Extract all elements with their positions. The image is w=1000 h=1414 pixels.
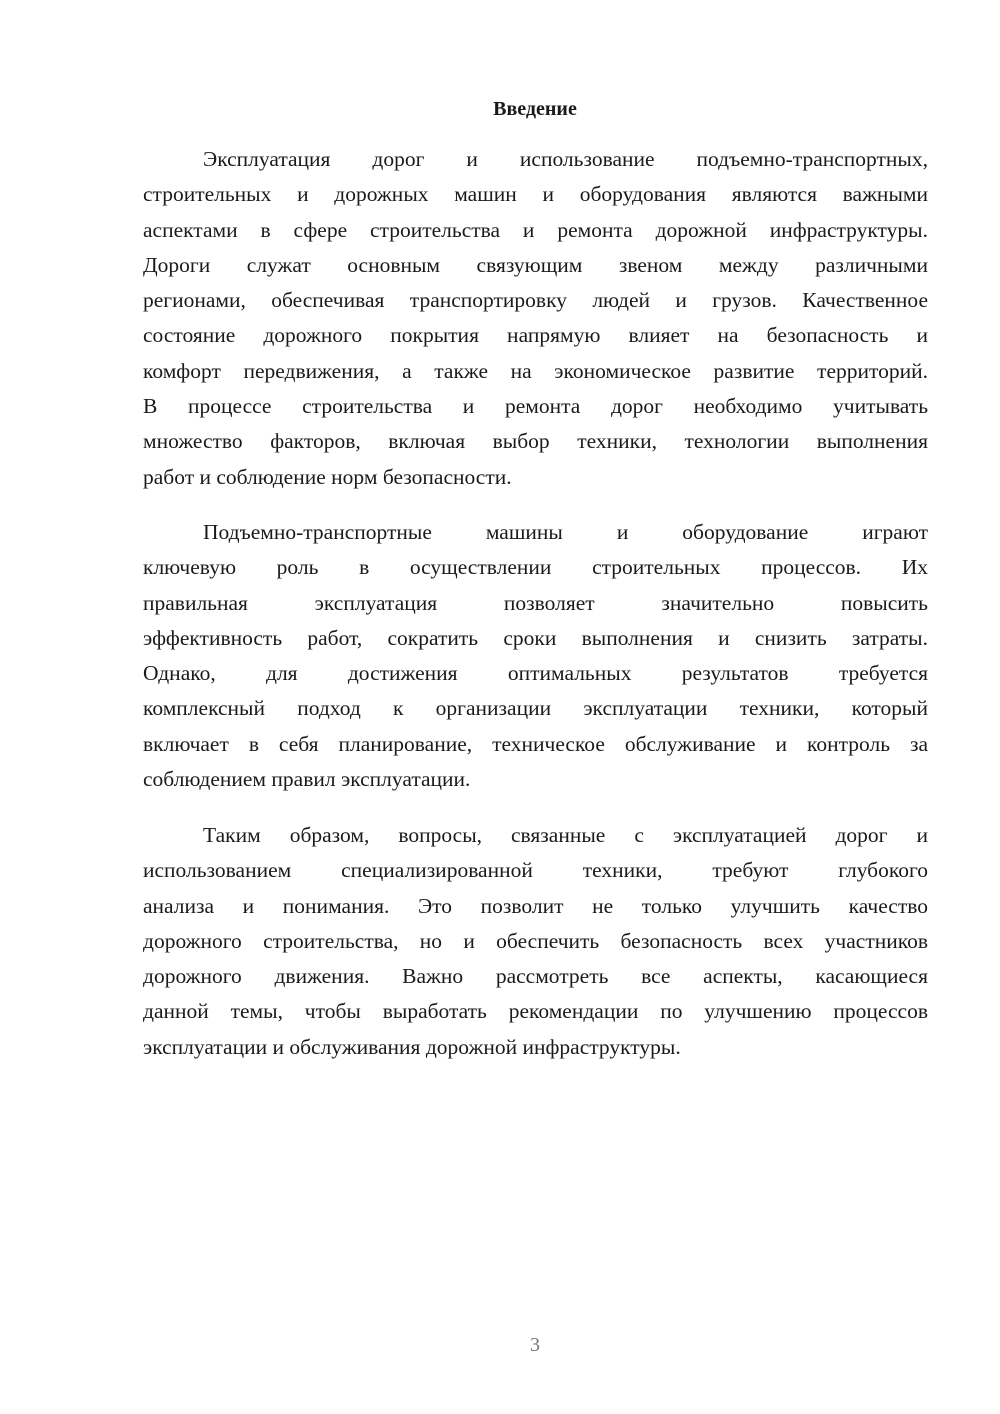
text-line: Однако, для достижения оптимальных результатов требуется [143, 661, 928, 686]
text-line: В процессе строительства и ремонта дорог необходимо учитывать [143, 394, 928, 419]
text-line: Подъемно-транспортные машины и оборудование играют [203, 520, 928, 544]
text-line: данной темы, чтобы выработать рекомендации по улучшению процессов [143, 999, 928, 1024]
text-line: Таким образом, вопросы, связанные с эксплуатацией дорог и [203, 823, 928, 847]
text-line: состояние дорожного покрытия напрямую влияет на безопасность и [143, 323, 928, 348]
text-line: комфорт передвижения, а также на экономическое развитие территорий. [143, 358, 928, 383]
text-line: дорожного строительства, но и обеспечить безопасность всех участников [143, 928, 928, 953]
paragraph-3 [143, 818, 928, 1065]
text-line: Эксплуатация дорог и использование подъемно-транспортных, [203, 147, 928, 171]
text-line: строительных и дорожных машин и оборудования являются важными [143, 182, 928, 207]
text-line: ключевую роль в осуществлении строительных процессов. Их [143, 555, 928, 580]
text-line: множество факторов, включая выбор техники, технологии выполнения [143, 429, 928, 454]
text-line: соблюдением правил эксплуатации. [143, 767, 471, 792]
text-line: использованием специализированной техники, требуют глубокого [143, 858, 928, 883]
text-line: регионами, обеспечивая транспортировку людей и грузов. Качественное [143, 288, 928, 313]
section-title: Введение [493, 98, 577, 120]
text-line: правильная эксплуатация позволяет значительно повысить [143, 590, 928, 615]
paragraph-1 [143, 142, 928, 495]
paragraph-2 [143, 515, 928, 797]
text-line: комплексный подход к организации эксплуатации техники, который [143, 696, 928, 721]
text-line: эффективность работ, сократить сроки выполнения и снизить затраты. [143, 625, 928, 650]
text-line: дорожного движения. Важно рассмотреть все аспекты, касающиеся [143, 964, 928, 989]
page-number: 3 [530, 1334, 540, 1356]
text-line: включает в себя планирование, техническое обслуживание и контроль за [143, 731, 928, 756]
text-line: анализа и понимания. Это позволит не только улучшить качество [143, 893, 928, 918]
text-line: работ и соблюдение норм безопасности. [143, 464, 512, 489]
text-line: аспектами в сфере строительства и ремонта дорожной инфраструктуры. [143, 217, 928, 242]
text-line: эксплуатации и обслуживания дорожной инфраструктуры. [143, 1034, 681, 1059]
text-line: Дороги служат основным связующим звеном между различными [143, 252, 928, 277]
